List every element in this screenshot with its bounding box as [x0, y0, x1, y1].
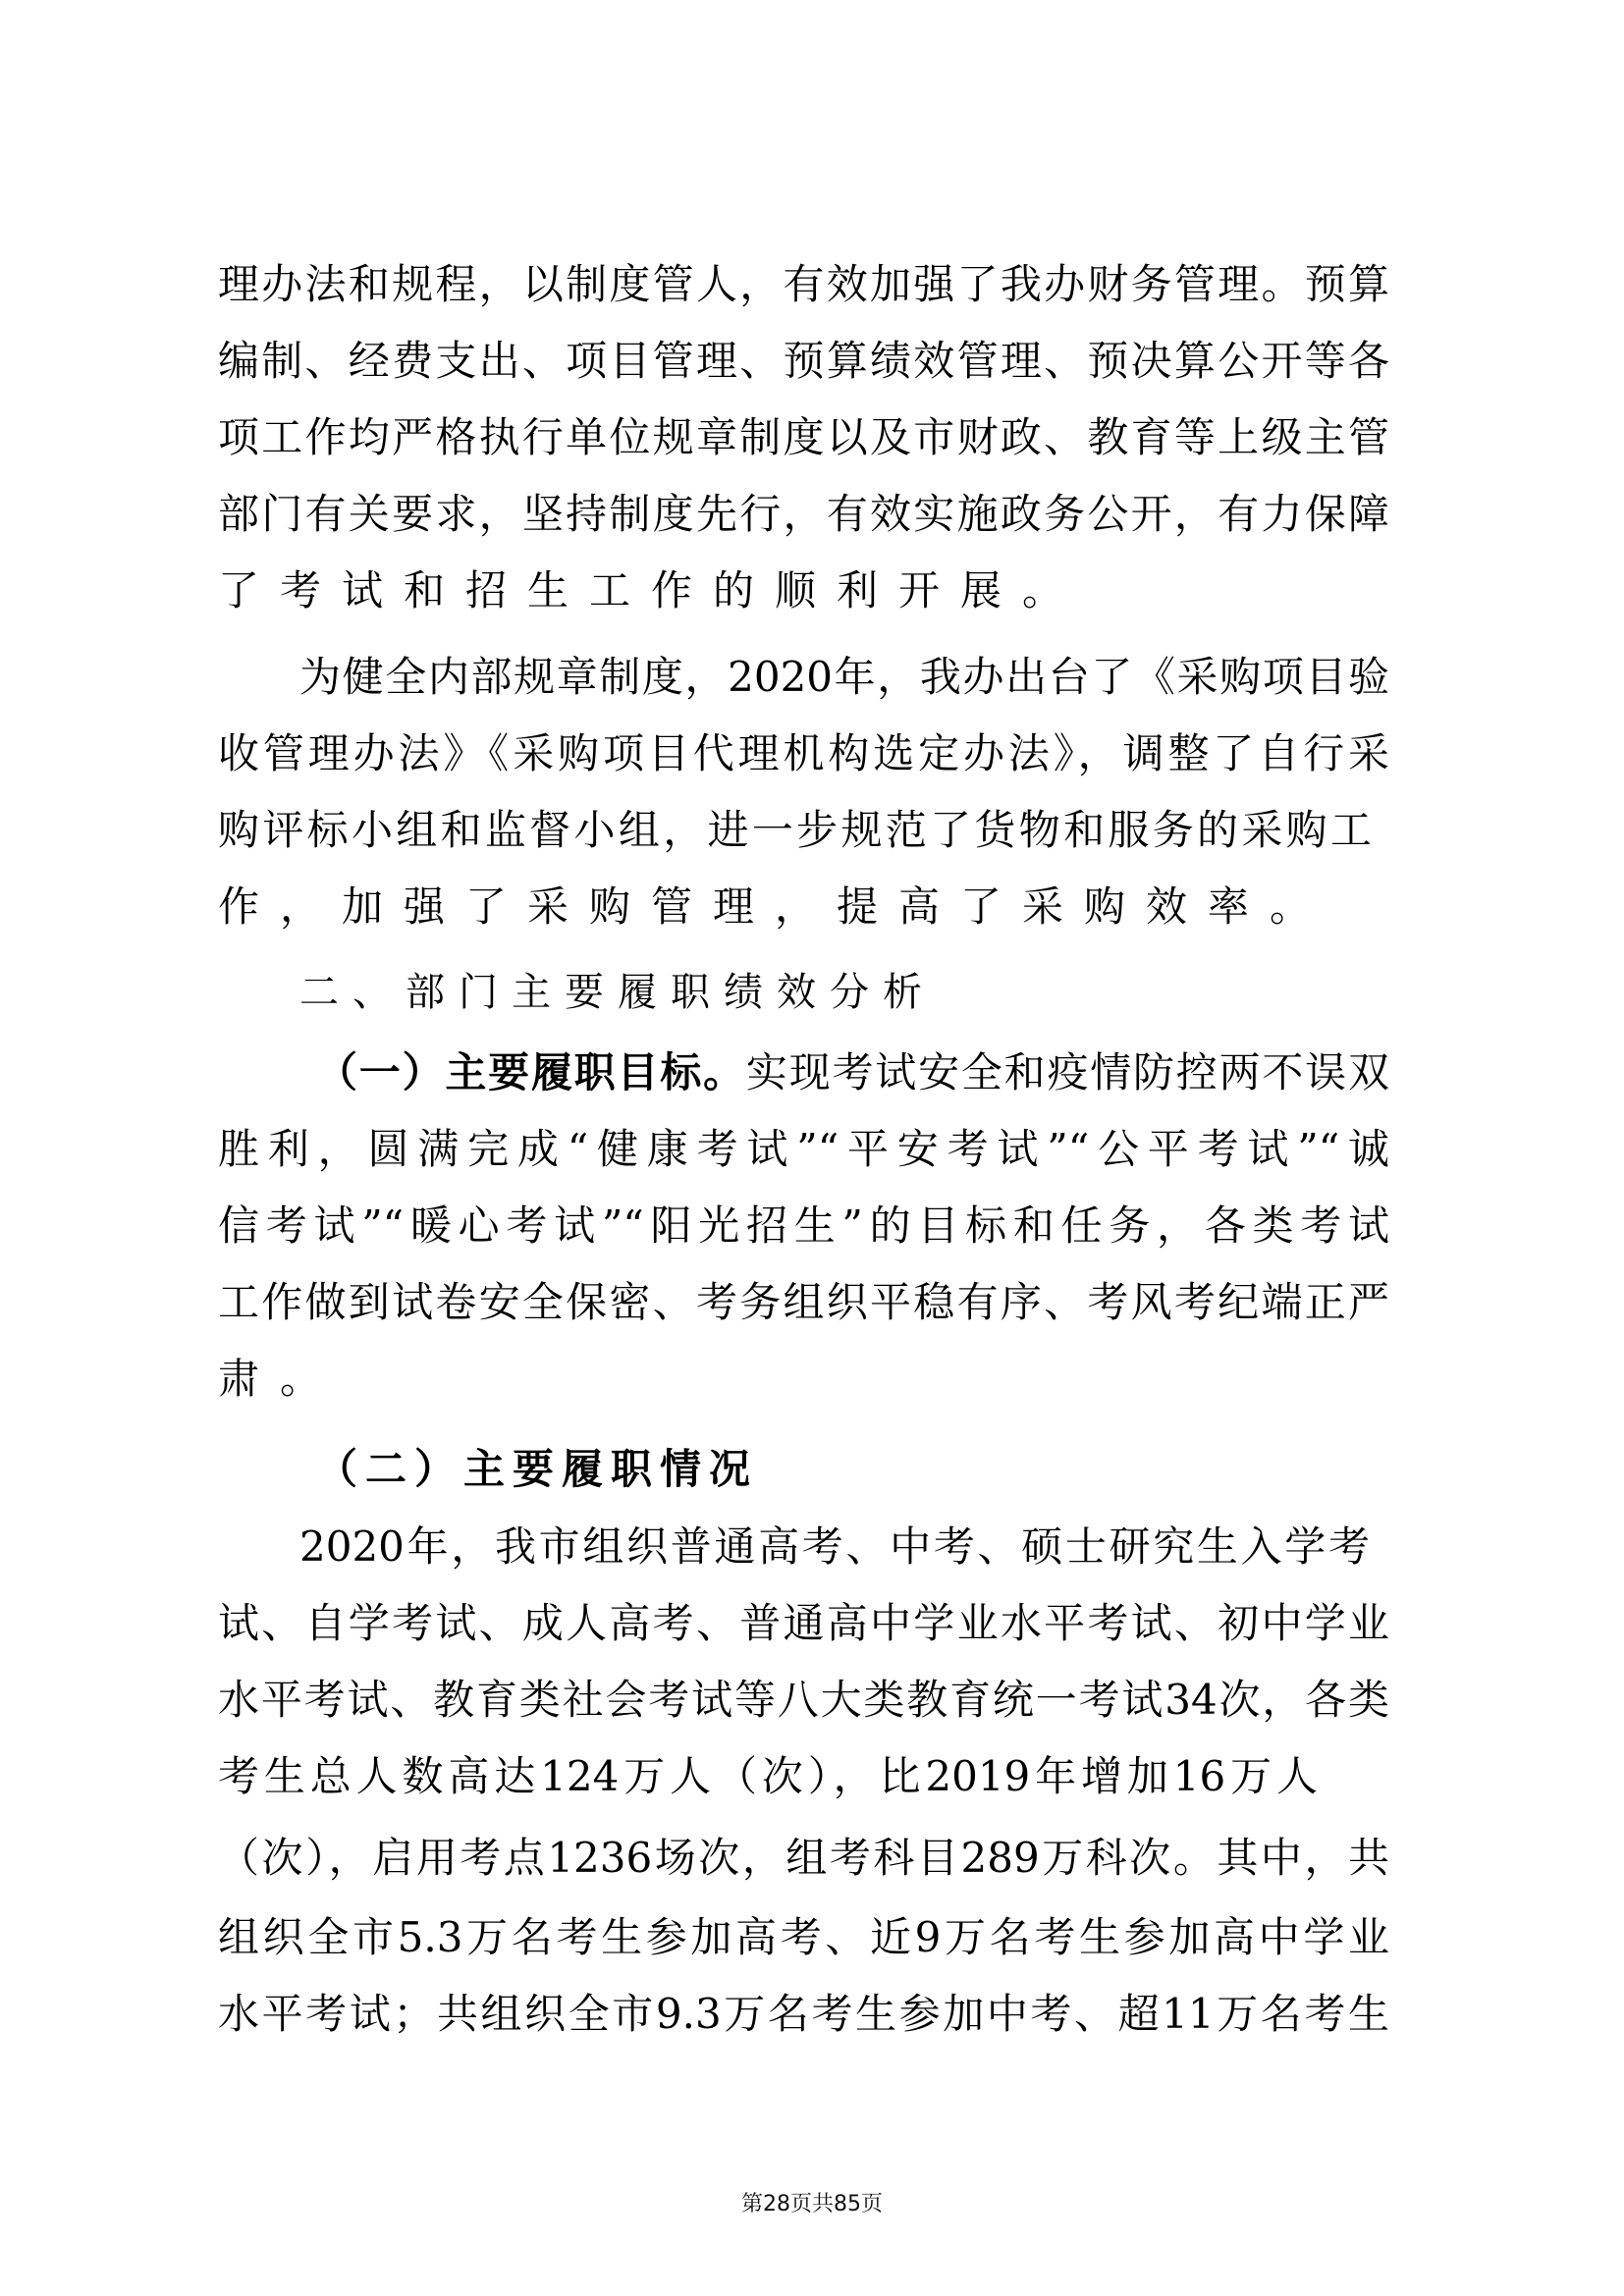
body-line: 考生总人数高达124万人（次），比2019年增加16万人	[218, 1752, 1318, 1800]
subsection-1-text: 实现考试安全和疫情防控两不误双	[745, 1048, 1389, 1096]
subsection-1-title: （一）主要履职目标。	[316, 1048, 746, 1096]
body-line: 肃。	[218, 1355, 343, 1403]
body-line: 胜利，圆满完成“健康考试”“平安考试”“公平考试”“诚	[218, 1125, 1389, 1173]
body-line: 水平考试；共组织全市9.3万名考生参加中考、超11万名考生	[218, 1990, 1389, 2038]
subsection-1-first-line	[316, 1043, 1389, 1102]
body-line: 理办法和规程，以制度管人，有效加强了我办财务管理。预算	[218, 260, 1389, 308]
body-line: 购评标小组和监督小组，进一步规范了货物和服务的采购工	[218, 806, 1372, 854]
body-line: 组织全市5.3万名考生参加高考、近9万名考生参加高中学业	[218, 1913, 1389, 1961]
subsection-2-title: （二）主要履职情况	[316, 1445, 759, 1493]
body-line: 项工作均严格执行单位规章制度以及市财政、教育等上级主管	[218, 413, 1389, 461]
body-line: 编制、经费支出、项目管理、预算绩效管理、预决算公开等各	[218, 337, 1389, 385]
body-line: 部门有关要求，坚持制度先行，有效实施政务公开，有力保障	[218, 490, 1389, 538]
body-line: 工作做到试卷安全保密、考务组织平稳有序、考风考纪端正严	[218, 1278, 1389, 1326]
body-line: 水平考试、教育类社会考试等八大类教育统一考试34次，各类	[218, 1676, 1389, 1724]
body-line: 了考试和招生工作的顺利开展。	[218, 566, 1085, 614]
body-line: 2020年，我市组织普通高考、中考、硕士研究生入学考	[299, 1522, 1370, 1571]
body-line: 试、自学考试、成人高考、普通高中学业水平考试、初中学业	[218, 1599, 1389, 1647]
body-line: （次），启用考点1236场次，组考科目289万科次。其中，共	[218, 1834, 1389, 1882]
section-heading: 二、部门主要履职绩效分析	[299, 970, 936, 1015]
body-line: 为健全内部规章制度，2020年，我办出台了《采购项目验	[299, 653, 1389, 701]
body-line: 收管理办法》《采购项目代理机构选定办法》，调整了自行采	[218, 729, 1389, 777]
body-line: 作，加强了采购管理，提高了采购效率。	[218, 882, 1332, 931]
body-line: 信考试”“暖心考试”“阳光招生”的目标和任务，各类考试	[218, 1201, 1389, 1250]
page-number-footer: 第28页共85页	[741, 2192, 883, 2216]
